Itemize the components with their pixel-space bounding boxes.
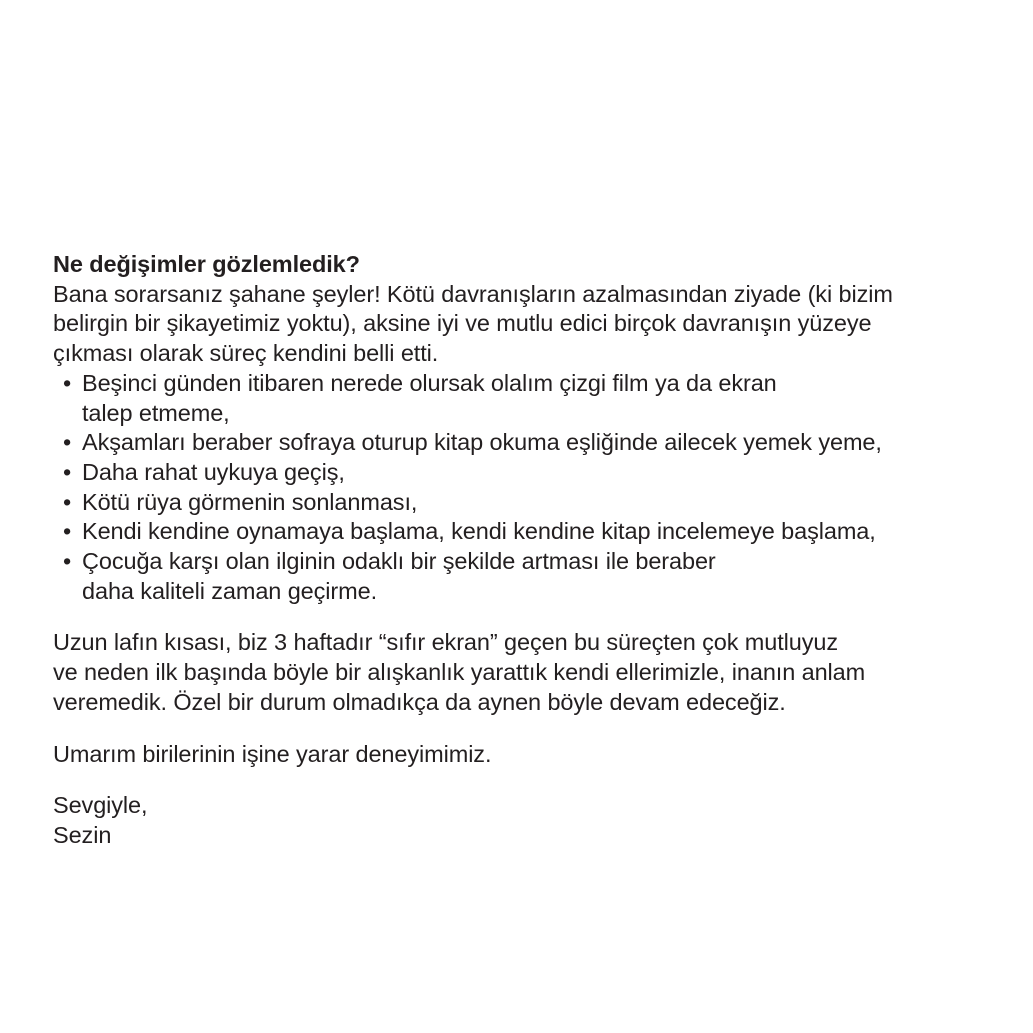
paragraph-spacer xyxy=(53,718,1013,740)
section-heading: Ne değişimler gözlemledik? xyxy=(53,251,360,277)
bullet-icon: • xyxy=(63,458,72,485)
summary-line: Uzun lafın kısası, biz 3 haftadır “sıfır ekran” geçen bu süreçten çok mutluyuz xyxy=(53,629,839,656)
list-item-text: talep etmeme, xyxy=(82,399,230,426)
author-name: Sezin xyxy=(53,821,112,848)
changes-list xyxy=(53,369,1013,607)
list-item-text: Kendi kendine oynamaya başlama, kendi kendine kitap incelemeye başlama, xyxy=(82,518,876,545)
summary-paragraph xyxy=(53,628,1013,717)
list-item-text: Beşinci günden itibaren nerede olursak olalım çizgi film ya da ekran xyxy=(82,369,777,396)
bullet-icon: • xyxy=(63,429,72,456)
list-item xyxy=(53,428,1013,458)
closing-line: Umarım birilerinin işine yarar deneyimimiz. xyxy=(53,740,492,767)
list-item-text: Akşamları beraber sofraya oturup kitap okuma eşliğinde ailecek yemek yeme, xyxy=(82,429,882,456)
document-body xyxy=(53,250,1013,851)
intro-paragraph xyxy=(53,280,1013,369)
list-item xyxy=(53,369,1013,428)
summary-line: ve neden ilk başında böyle bir alışkanlık yarattık kendi ellerimizle, inanın anlam xyxy=(53,659,866,686)
paragraph-spacer xyxy=(53,769,1013,791)
list-item xyxy=(53,488,1013,518)
bullet-icon: • xyxy=(63,518,72,545)
list-item xyxy=(53,547,1013,606)
summary-line: veremedik. Özel bir durum olmadıkça da aynen böyle devam edeceğiz. xyxy=(53,688,786,715)
intro-line: çıkması olarak süreç kendini belli etti. xyxy=(53,340,439,367)
bullet-icon: • xyxy=(63,369,72,396)
list-item-text: daha kaliteli zaman geçirme. xyxy=(82,577,378,604)
list-item xyxy=(53,458,1013,488)
bullet-icon: • xyxy=(63,488,72,515)
list-item-text: Daha rahat uykuya geçiş, xyxy=(82,458,345,485)
list-item-text: Kötü rüya görmenin sonlanması, xyxy=(82,488,418,515)
list-item-text: Çocuğa karşı olan ilginin odaklı bir şekilde artması ile beraber xyxy=(82,548,716,575)
list-item xyxy=(53,517,1013,547)
bullet-icon: • xyxy=(63,548,72,575)
intro-line: belirgin bir şikayetimiz yoktu), aksine iyi ve mutlu edici birçok davranışın yüzeye xyxy=(53,310,872,337)
signoff: Sevgiyle, xyxy=(53,792,148,819)
paragraph-spacer xyxy=(53,606,1013,628)
intro-line: Bana sorarsanız şahane şeyler! Kötü davranışların azalmasından ziyade (ki bizim xyxy=(53,280,893,307)
